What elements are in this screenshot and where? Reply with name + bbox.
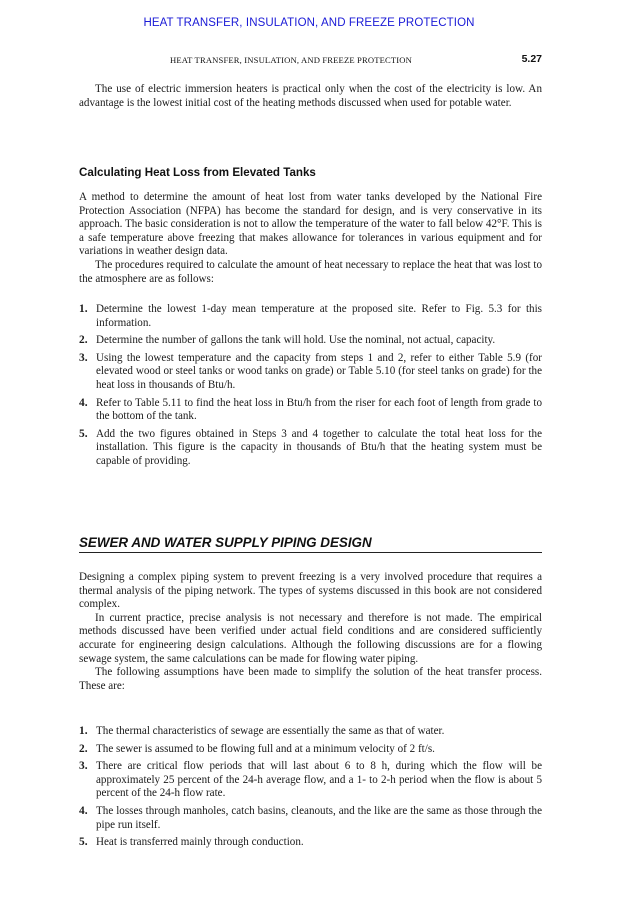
list-number: 2.	[79, 334, 88, 347]
list-number: 4.	[79, 396, 88, 409]
list-item	[79, 743, 542, 757]
list-item	[79, 397, 542, 424]
list-item	[79, 303, 542, 330]
list-item	[79, 760, 542, 801]
list-text: The thermal characteristics of sewage are essentially the same as that of water.	[96, 725, 445, 737]
list-number: 5.	[79, 427, 88, 440]
list-text: Determine the lowest 1-day mean temperature at the proposed site. Refer to Fig. 5.3 for this information.	[96, 303, 542, 329]
assumptions-block	[79, 725, 542, 854]
list-item	[79, 725, 542, 739]
list-text: Refer to Table 5.11 to find the heat loss in Btu/h from the riser for each foot of length from grade to the bottom of the tank.	[96, 396, 542, 423]
section1-paragraph-2: The procedures required to calculate the amount of heat necessary to replace the heat that was lost to the atmosphere are as follows:	[79, 258, 542, 285]
page-number: 5.27	[521, 53, 542, 65]
section-heading-elevated-tanks: Calculating Heat Loss from Elevated Tanks	[79, 166, 316, 179]
list-item	[79, 836, 542, 850]
intro-paragraph: The use of electric immersion heaters is practical only when the cost of the electricity is low. An advantage is the lowest initial cost of the heating methods discussed when used for potable water.	[79, 83, 542, 109]
list-text: The sewer is assumed to be flowing full and at a minimum velocity of 2 ft/s.	[96, 742, 435, 755]
section2-paragraph-2: In current practice, precise analysis is not necessary and therefore is not made. The empirical methods discussed have been verified under actual field conditions and are considered sufficiently accurate for engineering design calculations. Although the following discussions are for a flowing sewage system, the same calculations can be made for flowing water piping.	[79, 611, 542, 665]
running-head: HEAT TRANSFER, INSULATION, AND FREEZE PROTECTION	[170, 55, 413, 65]
list-text: The losses through manholes, catch basins, cleanouts, and the like are the same as those through the pipe run itself.	[96, 804, 542, 831]
list-item	[79, 428, 542, 469]
list-text: Heat is transferred mainly through conduction.	[96, 836, 304, 849]
list-item	[79, 805, 542, 832]
assumptions-list	[79, 725, 542, 850]
section1-body	[79, 191, 542, 286]
procedure-steps-list	[79, 303, 542, 469]
list-item	[79, 352, 542, 393]
list-number: 1.	[79, 725, 88, 737]
section-heading-sewer-water-piping: SEWER AND WATER SUPPLY PIPING DESIGN	[79, 535, 542, 553]
section1-paragraph-1: A method to determine the amount of heat lost from water tanks developed by the National Fire Protection Association (NFPA) has become the standard for design, and is very conservative in its approach. The basic consideration is not to allow the temperature of the water to fall below 42°F. This is a safe temperature above freezing that makes allowance for tolerances in various equipment and for variations in weather design data.	[79, 191, 542, 258]
section2-paragraph-3: The following assumptions have been made to simplify the solution of the heat transfer process. These are:	[79, 666, 542, 692]
section2-body	[79, 571, 542, 693]
list-number: 2.	[79, 742, 88, 755]
list-item	[79, 334, 542, 348]
intro-block	[79, 83, 542, 110]
list-text: Using the lowest temperature and the capacity from steps 1 and 2, refer to either Table 5.9 (for elevated wood or steel tanks or wood tanks on grade) or Table 5.10 (for steel tanks on grade) for the heat loss in thousands of Btu/h.	[96, 351, 542, 391]
document-banner: HEAT TRANSFER, INSULATION, AND FREEZE PROTECTION	[143, 17, 475, 29]
list-number: 5.	[79, 836, 88, 849]
list-number: 1.	[79, 303, 88, 315]
list-text: Determine the number of gallons the tank will hold. Use the nominal, not actual, capacity.	[96, 334, 496, 347]
list-number: 4.	[79, 804, 88, 817]
list-text: Add the two figures obtained in Steps 3 and 4 together to calculate the total heat loss for the installation. This figure is the capacity in thousands of Btu/h that the heating system must be capable of providing.	[96, 427, 542, 467]
section2-paragraph-1: Designing a complex piping system to prevent freezing is a very involved procedure that requires a thermal analysis of the piping network. The types of systems discussed in this book are not considered complex.	[79, 571, 542, 611]
list-number: 3.	[79, 760, 88, 773]
list-text: There are critical flow periods that will last about 6 to 8 h, during which the flow will be approximately 25 percent of the 24-h average flow, and a 1- to 2-h period when the flow is about 5 percent of the 24-h flow rate.	[96, 760, 542, 800]
procedure-steps-block	[79, 303, 542, 473]
list-number: 3.	[79, 351, 88, 364]
